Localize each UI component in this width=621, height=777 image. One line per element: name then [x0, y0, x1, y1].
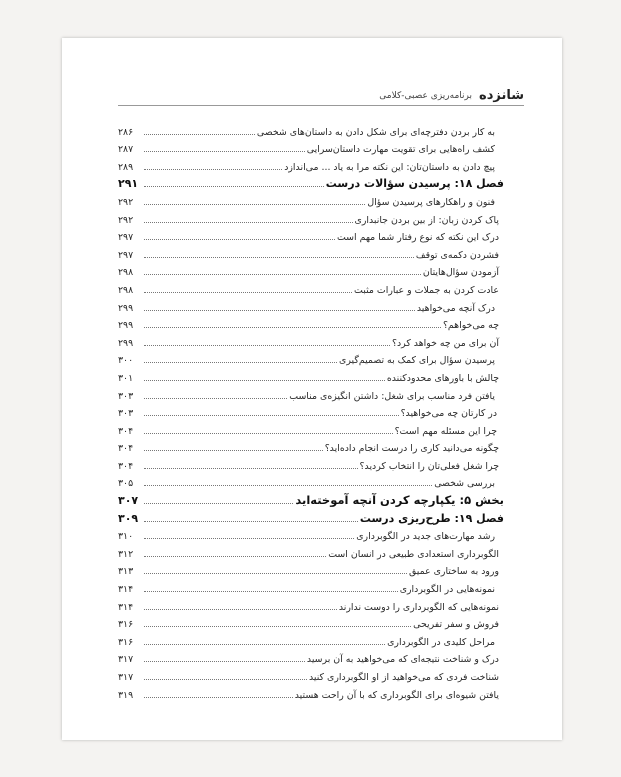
toc-part-row: [118, 489, 504, 507]
toc-page-number: ۳۱۰: [118, 531, 134, 543]
toc-row: [118, 419, 504, 437]
toc-entry-title: پیچ دادن به داستان‌تان: این نکته مرا به یاد ... می‌اندازد: [284, 161, 495, 173]
toc-row: [118, 648, 504, 666]
toc-row: [118, 226, 504, 244]
dot-leader: [144, 239, 335, 240]
dot-leader: [144, 292, 352, 293]
dot-leader: [144, 415, 399, 416]
dot-leader: [144, 186, 324, 187]
dot-leader: [144, 222, 353, 223]
toc-page-number: ۲۹۲: [118, 196, 134, 208]
toc-row: [118, 190, 504, 208]
dot-leader: [144, 485, 432, 486]
toc-page-number: ۳۰۰: [118, 355, 134, 367]
toc-page-number: ۳۱۴: [118, 584, 134, 596]
toc-entry-title: مراحل کلیدی در الگوبرداری: [387, 636, 495, 648]
toc-page-number: ۳۰۳: [118, 390, 134, 402]
toc-row: [118, 208, 504, 226]
toc-entry-title: الگوبرداری استعدادی طبیعی در انسان است: [328, 548, 499, 560]
dot-leader: [144, 556, 326, 557]
dot-leader: [144, 310, 415, 311]
toc-page-number: ۳۱۹: [118, 689, 134, 701]
dot-leader: [144, 169, 282, 170]
toc-row: [118, 402, 504, 420]
toc-page-number: ۳۱۶: [118, 636, 134, 648]
toc-entry-title: چرا شغل فعلی‌تان را انتخاب کردید؟: [359, 460, 499, 472]
dot-leader: [144, 380, 385, 381]
toc-entry-title: فنون و راهکارهای پرسیدن سؤال: [367, 196, 495, 208]
toc-page-number: ۳۰۹: [118, 511, 139, 525]
toc-page-number: ۳۱۳: [118, 566, 134, 578]
toc-row: [118, 120, 504, 138]
header-rule: [118, 105, 524, 106]
toc-entry-title: پاک کردن زبان: از بین بردن جانبداری: [354, 214, 499, 226]
table-of-contents: [118, 120, 504, 701]
page-header: [118, 88, 524, 106]
toc-row: [118, 472, 504, 490]
toc-entry-title: پرسیدن سؤال برای کمک به تصمیم‌گیری: [339, 355, 495, 367]
toc-entry-title: کشف راه‌هایی برای تقویت مهارت داستان‌سرایی: [306, 144, 495, 156]
dot-leader: [144, 450, 323, 451]
toc-page-number: ۲۹۲: [118, 214, 134, 226]
toc-row: [118, 155, 504, 173]
dot-leader: [144, 134, 255, 135]
toc-page-number: ۲۹۷: [118, 249, 134, 261]
toc-row: [118, 384, 504, 402]
toc-row: [118, 577, 504, 595]
toc-page-number: ۲۹۹: [118, 337, 134, 349]
toc-entry-title: شناخت فردی که می‌خواهید از او الگوبرداری کنید: [308, 672, 499, 683]
dot-leader: [144, 661, 305, 662]
dot-leader: [144, 573, 407, 574]
running-title: برنامه‌ریزی عصبی-کلامی: [379, 91, 472, 101]
dot-leader: [144, 697, 293, 698]
toc-page-number: ۲۹۸: [118, 267, 134, 279]
toc-entry-title: فروش و سفر تفریحی: [413, 619, 499, 631]
toc-page-number: ۲۸۶: [118, 126, 134, 138]
toc-row: [118, 613, 504, 631]
toc-entry-title: درک آنچه می‌خواهید: [416, 302, 495, 314]
toc-entry-title: عادت کردن به جملات و عبارات مثبت: [354, 284, 499, 296]
toc-entry-title: آن برای من چه خواهد کرد؟: [392, 337, 499, 349]
toc-row: [118, 683, 504, 701]
toc-page-number: ۳۰۴: [118, 425, 134, 437]
toc-page-number: ۲۹۹: [118, 302, 134, 314]
dot-leader: [144, 204, 365, 205]
toc-row: [118, 296, 504, 314]
dot-leader: [144, 151, 305, 152]
dot-leader: [144, 274, 421, 275]
dot-leader: [144, 679, 307, 680]
toc-entry-title: به کار بردن دفترچه‌ای برای شکل دادن به داستان‌های شخصی: [256, 126, 495, 138]
toc-page-number: ۲۹۷: [118, 232, 134, 244]
toc-row: [118, 243, 504, 261]
toc-entry-title: درک و شناخت نتیجه‌ای که می‌خواهید به آن برسید: [306, 654, 499, 666]
toc-row: [118, 314, 504, 332]
toc-row: [118, 630, 504, 648]
toc-page-number: ۳۰۷: [118, 494, 139, 508]
toc-row: [118, 261, 504, 279]
toc-entry-title: نمونه‌هایی که الگوبرداری را دوست ندارند: [338, 601, 499, 613]
toc-chapter-row: [118, 507, 504, 525]
toc-row: [118, 595, 504, 613]
toc-entry-title: چالش با باورهای محدودکننده: [386, 372, 499, 384]
dot-leader: [144, 433, 393, 434]
dot-leader: [144, 626, 411, 627]
toc-row: [118, 542, 504, 560]
toc-page-number: ۳۰۴: [118, 443, 134, 455]
toc-entry-title: فشردن دکمه‌ی توقف: [415, 249, 499, 261]
dot-leader: [144, 362, 337, 363]
toc-page-number: ۳۰۵: [118, 478, 134, 490]
toc-entry-title: در کارتان چه می‌خواهید؟: [400, 408, 497, 420]
toc-page-number: ۳۱۷: [118, 654, 134, 666]
toc-entry-title: یافتن فرد مناسب برای شغل: داشتن انگیزه‌ی مناسب: [289, 390, 495, 402]
dot-leader: [144, 398, 287, 399]
toc-page-number: ۲۹۸: [118, 284, 134, 296]
toc-entry-title: فصل ۱۹: طرح‌ریزی درست: [359, 511, 504, 525]
toc-row: [118, 560, 504, 578]
toc-page-number: ۳۱۷: [118, 672, 134, 683]
toc-page-number: ۲۹۹: [118, 320, 134, 332]
dot-leader: [144, 609, 337, 610]
toc-page-number: ۳۰۴: [118, 460, 134, 472]
toc-row: [118, 349, 504, 367]
dot-leader: [144, 468, 358, 469]
page-number-label: شانزده: [479, 88, 524, 103]
toc-entry-title: چه می‌خواهم؟: [442, 320, 499, 332]
book-page: [62, 38, 562, 740]
dot-leader: [144, 503, 293, 504]
toc-entry-title: ورود به ساختاری عمیق: [408, 566, 499, 578]
toc-page-number: ۳۰۱: [118, 372, 134, 384]
toc-entry-title: بررسی شخصی: [434, 478, 495, 490]
dot-leader: [144, 327, 441, 328]
dot-leader: [144, 644, 385, 645]
toc-page-number: ۳۱۴: [118, 601, 134, 613]
toc-row: [118, 665, 504, 683]
toc-row: [118, 437, 504, 455]
toc-row: [118, 366, 504, 384]
toc-page-number: ۳۱۶: [118, 619, 134, 631]
toc-entry-title: نمونه‌هایی در الگوبرداری: [399, 584, 495, 596]
toc-entry-title: بخش ۵: یکپارچه کردن آنچه آموخته‌اید: [295, 493, 504, 508]
toc-row: [118, 331, 504, 349]
toc-page-number: ۲۸۹: [118, 161, 134, 173]
toc-page-number: ۳۰۳: [118, 408, 134, 420]
toc-entry-title: فصل ۱۸: پرسیدن سؤالات درست: [325, 177, 504, 191]
toc-entry-title: یافتن شیوه‌ای برای الگوبرداری که با آن راحت هستید: [294, 689, 499, 701]
dot-leader: [144, 345, 390, 346]
toc-row: [118, 454, 504, 472]
toc-entry-title: چرا این مسئله مهم است؟: [394, 425, 497, 437]
toc-chapter-row: [118, 173, 504, 191]
dot-leader: [144, 538, 354, 539]
toc-entry-title: آزمودن سؤال‌هایتان: [422, 267, 499, 279]
dot-leader: [144, 521, 358, 522]
toc-page-number: ۲۹۱: [118, 177, 139, 191]
toc-page-number: ۲۸۷: [118, 144, 134, 156]
toc-entry-title: چگونه می‌دانید کاری را درست انجام داده‌اید؟: [324, 443, 499, 455]
toc-page-number: ۳۱۲: [118, 548, 134, 560]
toc-entry-title: درک این نکته که نوع رفتار شما مهم است: [336, 232, 499, 244]
dot-leader: [144, 257, 414, 258]
dot-leader: [144, 591, 398, 592]
toc-entry-title: رشد مهارت‌های جدید در الگوبرداری: [356, 531, 495, 543]
toc-row: [118, 278, 504, 296]
toc-row: [118, 525, 504, 543]
toc-row: [118, 138, 504, 156]
